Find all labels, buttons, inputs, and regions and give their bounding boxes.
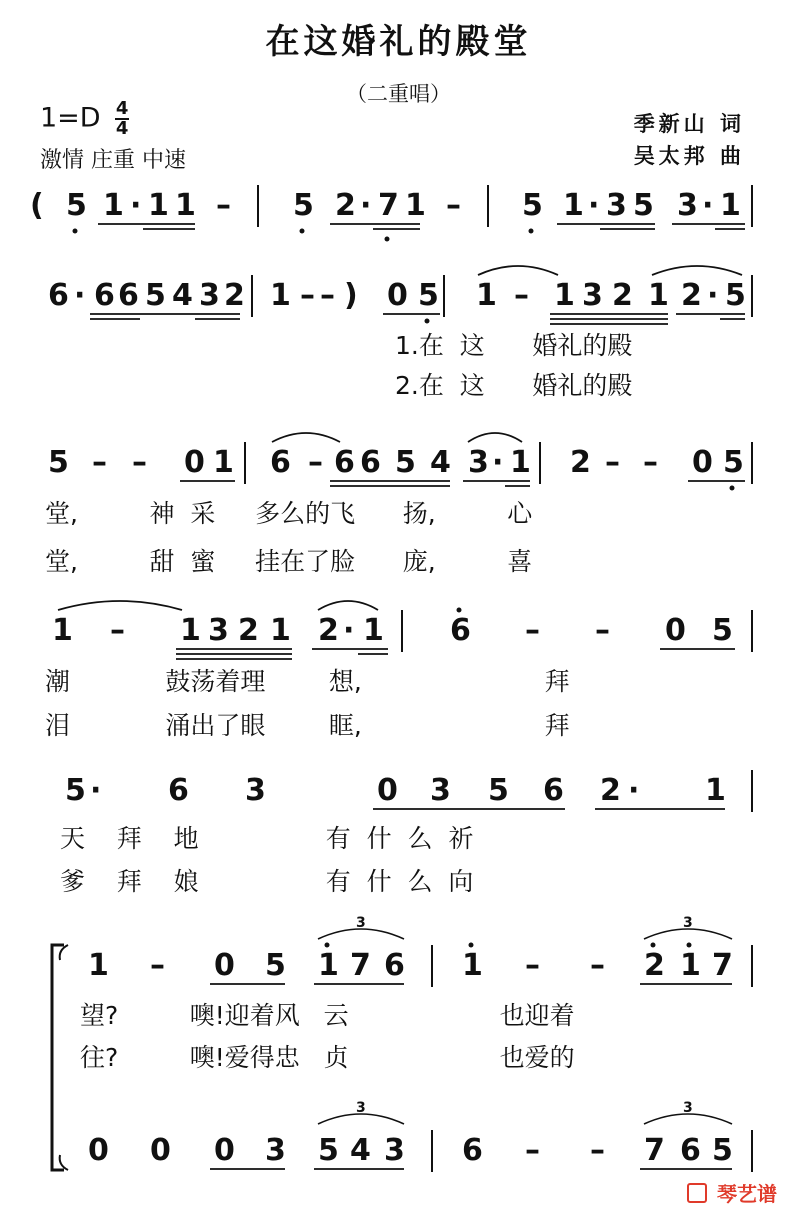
bracket-hook-bottom [60,1155,68,1170]
triplet-number: 3 [683,915,693,931]
note: 5 [723,445,744,480]
lyric-line: 天 拜 地 有 什 么 祈 [60,824,474,853]
time-numerator: 4 [115,98,129,119]
slur [478,266,558,275]
note: 5 [265,948,286,983]
note: 0 [214,1133,235,1168]
note: 6 [450,613,471,648]
note: 1 [318,948,339,983]
note: · [74,278,86,313]
note: 6 [360,445,381,480]
watermark-logo [687,1178,777,1207]
note: 2 [318,613,339,648]
note: 5 [65,773,86,808]
note: 1 [720,188,741,223]
lyric-line: 潮 鼓荡着理 想, 拜 [45,667,570,696]
note: – [150,948,165,983]
note: 6 [270,445,291,480]
note: 2 [224,278,245,313]
lyric-line: 1.在 这 婚礼的殿 [395,331,633,360]
note: – [514,278,529,313]
note: – [525,948,540,983]
note: ) [344,278,358,313]
note: 0 [214,948,235,983]
note: 0 [665,613,686,648]
note: · [702,188,714,223]
note: – [446,188,461,223]
octave-dot-below [730,486,735,491]
note: 2 [612,278,633,313]
note: 3 [606,188,627,223]
octave-dot-below [385,237,390,242]
note: 3 [582,278,603,313]
note: 6 [334,445,355,480]
note: 5 [712,1133,733,1168]
page-title: 在这婚礼的殿堂 [265,22,532,62]
time-denominator: 4 [115,118,129,139]
lyric-line: 望? 噢!迎着风 云 也迎着 [80,1001,575,1030]
note: 1 [405,188,426,223]
system-bracket [52,945,64,1170]
octave-dot-below [300,229,305,234]
note: 1 [462,948,483,983]
note: 5 [488,773,509,808]
note: 5 [318,1133,339,1168]
note: 3 [208,613,229,648]
lyricist-credit: 季新山 词 [633,111,745,136]
note: 1 [476,278,497,313]
note: 1 [563,188,584,223]
note: 1 [270,278,291,313]
note: 0 [377,773,398,808]
note: 0 [692,445,713,480]
note: 1 [148,188,169,223]
note: 1 [175,188,196,223]
note: – [320,278,335,313]
note: – [595,613,610,648]
note: · [360,188,372,223]
note: 5 [66,188,87,223]
note: 7 [378,188,399,223]
note: 1 [510,445,531,480]
note: 2 [238,613,259,648]
slur [468,433,522,442]
note: 2 [600,773,621,808]
note: 2 [644,948,665,983]
octave-dot-above [651,943,656,948]
note: 5 [633,188,654,223]
octave-dot-above [457,608,462,613]
note: 1 [705,773,726,808]
lyric-line: 2.在 这 婚礼的殿 [395,371,633,400]
note: · [343,613,355,648]
note: 1 [180,613,201,648]
note: 0 [150,1133,171,1168]
note: 2 [570,445,591,480]
note: 1 [103,188,124,223]
slur [272,433,340,442]
note: – [92,445,107,480]
note: 5 [725,278,746,313]
note: 1 [52,613,73,648]
watermark-text: 琴艺谱 [717,1182,777,1206]
note: ( [30,188,44,223]
note: 0 [387,278,408,313]
note: · [130,188,142,223]
note: 5 [48,445,69,480]
slur [58,601,182,610]
note: · [90,773,102,808]
note: 3 [245,773,266,808]
note: – [525,613,540,648]
note: – [110,613,125,648]
subtitle: （二重唱） [346,82,451,106]
note: 3 [384,1133,405,1168]
note: – [590,948,605,983]
note: 5 [293,188,314,223]
note: 1 [680,948,701,983]
note: 4 [430,445,451,480]
octave-dot-above [469,943,474,948]
note: – [590,1133,605,1168]
bracket-hook-top [60,945,68,960]
note: 3 [677,188,698,223]
note: – [308,445,323,480]
note: 5 [418,278,439,313]
note: 4 [172,278,193,313]
octave-dot-above [325,943,330,948]
note: – [216,188,231,223]
note: · [707,278,719,313]
note: 5 [145,278,166,313]
note: 6 [48,278,69,313]
note: 3 [265,1133,286,1168]
note: 2 [681,278,702,313]
octave-dot-above [687,943,692,948]
note: 7 [350,948,371,983]
lyric-line: 堂, 甜 蜜 挂在了脸 庞, 喜 [45,547,533,576]
note: 5 [712,613,733,648]
note: 2 [335,188,356,223]
note: · [588,188,600,223]
note: 5 [395,445,416,480]
note: – [525,1133,540,1168]
note: 3 [430,773,451,808]
composer-credit: 吴太邦 曲 [633,143,745,168]
note: 0 [184,445,205,480]
note: · [492,445,504,480]
key-label: 1=D [40,102,101,134]
note: 1 [363,613,384,648]
triplet-number: 3 [683,1100,693,1116]
note: 1 [270,613,291,648]
note: 7 [712,948,733,983]
note: 6 [462,1133,483,1168]
lyric-line: 堂, 神 采 多么的飞 扬, 心 [45,499,533,528]
note: – [605,445,620,480]
lyric-line: 往? 噢!爱得忠 贞 也爱的 [80,1043,575,1072]
note: 6 [118,278,139,313]
tempo-marking: 激情 庄重 中速 [40,148,186,173]
note: 6 [168,773,189,808]
note: 1 [554,278,575,313]
note: 4 [350,1133,371,1168]
watermark-icon [687,1183,707,1203]
note: 7 [644,1133,665,1168]
note: 1 [88,948,109,983]
note: 3 [468,445,489,480]
note: – [643,445,658,480]
triplet-number: 3 [356,1100,366,1116]
slur [652,266,742,275]
triplet-number: 3 [356,915,366,931]
lyric-line: 泪 涌出了眼 眶, 拜 [45,711,570,740]
note: · [628,773,640,808]
octave-dot-below [425,319,430,324]
note: 6 [680,1133,701,1168]
slur [318,601,378,610]
note: 6 [94,278,115,313]
note: 0 [88,1133,109,1168]
octave-dot-below [73,229,78,234]
note: 5 [522,188,543,223]
note: 1 [213,445,234,480]
note: – [300,278,315,313]
lyric-line: 爹 拜 娘 有 什 么 向 [60,867,474,896]
note: 6 [543,773,564,808]
note: – [132,445,147,480]
note: 6 [384,948,405,983]
note: 3 [199,278,220,313]
octave-dot-below [529,229,534,234]
note: 1 [648,278,669,313]
